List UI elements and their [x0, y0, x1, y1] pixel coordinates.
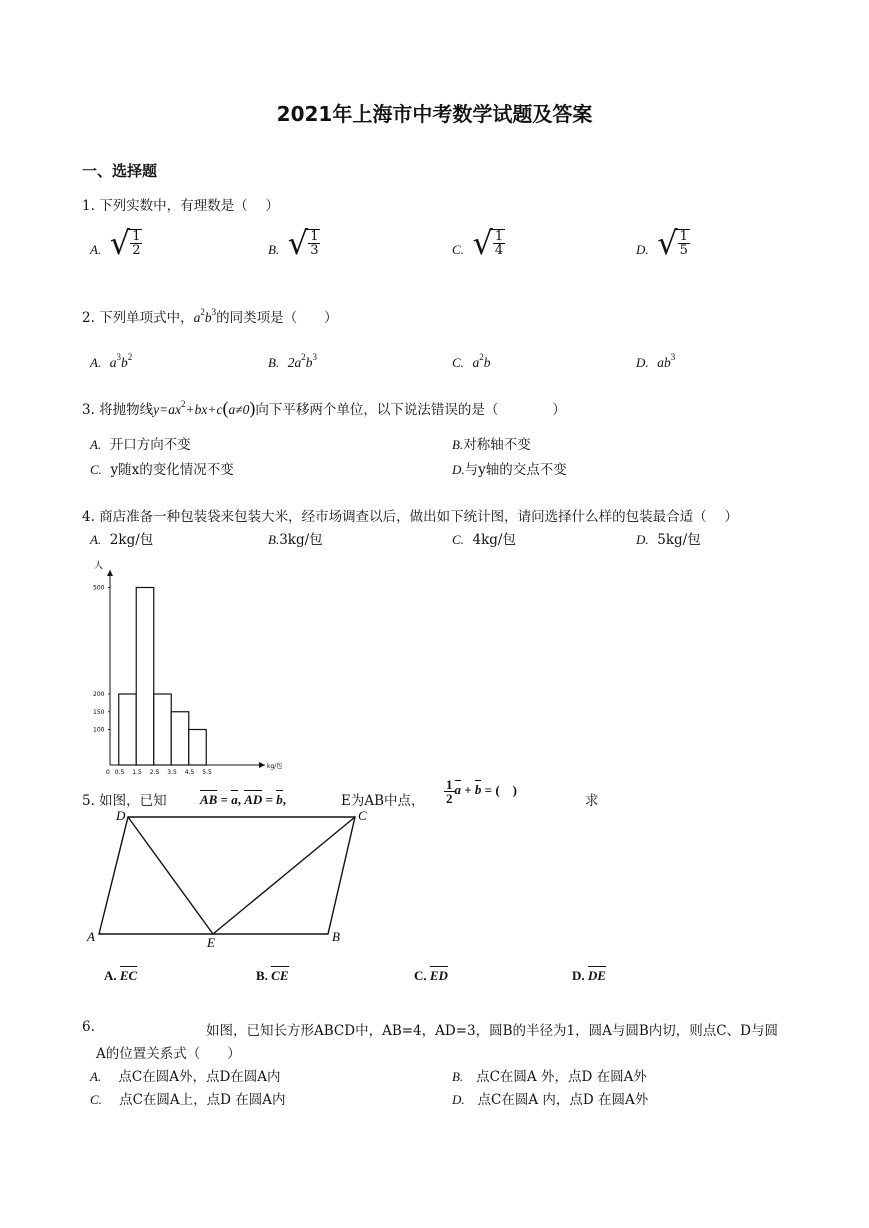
- q1-option-c[interactable]: C. √ $\frac{1}{4}$: [452, 224, 504, 262]
- x-tick-label: 1.5: [132, 769, 142, 775]
- q5-option-a[interactable]: A. EC: [104, 968, 138, 983]
- q6-option-d[interactable]: D. 点C在圆A 内，点D 在圆A外: [452, 1092, 649, 1108]
- segment-de: [128, 817, 213, 934]
- q4-option-d[interactable]: D. 5kg/包: [636, 532, 701, 548]
- q2-option-b[interactable]: B. $2a^2b^3$: [268, 352, 318, 370]
- q3-option-c[interactable]: C. y随x的变化情况不变: [90, 462, 234, 478]
- q6-option-c[interactable]: C. 点C在圆A上，点D 在圆A内: [90, 1092, 286, 1108]
- q3-option-d[interactable]: D.与y轴的交点不变: [452, 462, 567, 478]
- histogram-bar: [154, 694, 172, 765]
- point-label-d: D: [116, 808, 126, 823]
- q5-prefix: 5. 如图，已知: [82, 793, 167, 809]
- sqrt-expression: √ $\frac{1}{5}$: [657, 224, 688, 262]
- x-axis-label: kg/包: [267, 763, 283, 770]
- section-heading: 一、选择题: [82, 162, 158, 180]
- histogram-bar: [189, 730, 207, 766]
- q1-stem: 1. 下列实数中，有理数是（ ）: [82, 198, 279, 214]
- q5-option-d[interactable]: D. DE: [572, 968, 606, 983]
- y-axis-label: 人: [94, 561, 104, 571]
- q5-midpoint: E为AB中点，: [341, 793, 425, 809]
- x-tick-label: 0: [106, 769, 110, 775]
- q5-option-b[interactable]: B. CE: [256, 968, 289, 983]
- y-axis-arrow: [107, 570, 113, 576]
- q3-option-b[interactable]: B.对称轴不变: [452, 437, 531, 453]
- histogram-chart: [90, 560, 290, 775]
- q4-stem: 4. 商店准备一种包装袋来包装大米，经市场调查以后，做出如下统计图，请问选择什么样的包装最合适（ ）: [82, 509, 738, 525]
- x-tick-label: 5.5: [202, 769, 212, 775]
- sqrt-expression: √ $\frac{1}{3}$: [287, 224, 319, 262]
- q4-option-a[interactable]: A. 2kg/包: [90, 532, 154, 548]
- q3-stem-prefix: 3. 将抛物线: [82, 402, 154, 418]
- histogram-bar: [119, 694, 137, 765]
- q2-option-c[interactable]: C. $a^2b$: [452, 352, 491, 370]
- segment-ce: [213, 817, 355, 934]
- q5-option-c[interactable]: C. ED: [414, 968, 448, 983]
- x-tick-label: 0.5: [114, 769, 125, 775]
- q3-formula: $y=ax^2+bx+c(a\ne 0)$: [153, 398, 256, 418]
- histogram-bar: [171, 712, 189, 765]
- q4-option-b[interactable]: B.3kg/包: [268, 532, 323, 548]
- point-label-a: A: [87, 929, 95, 944]
- y-tick-label: 500: [93, 584, 105, 592]
- q3-option-a[interactable]: A. 开口方向不变: [90, 437, 191, 453]
- q2-stem: [82, 306, 338, 326]
- q4-option-c[interactable]: C. 4kg/包: [452, 532, 516, 548]
- y-tick-label: 200: [93, 691, 105, 698]
- q2-option-c-expr: $a^2b$: [472, 352, 491, 370]
- q2-option-d[interactable]: D. $ab^3$: [636, 352, 676, 370]
- y-tick-label: 100: [93, 726, 105, 734]
- q1-option-a[interactable]: A. √ $\frac{1}{2}$: [90, 224, 141, 262]
- q2-option-a[interactable]: A. $a^3b^2$: [90, 352, 133, 370]
- x-tick-label: 2.5: [149, 769, 160, 775]
- x-tick-label: 3.5: [167, 769, 177, 775]
- q1-option-d[interactable]: D. √ $\frac{1}{5}$: [636, 224, 688, 262]
- q2-stem-prefix: 2. 下列单项式中，: [82, 310, 194, 326]
- page-title: 2021年上海市中考数学试题及答案: [276, 102, 593, 126]
- q1-option-b[interactable]: B. √ $\frac{1}{3}$: [268, 224, 319, 262]
- point-label-e: E: [207, 935, 215, 950]
- y-tick-label: 150: [93, 708, 105, 716]
- q6-option-b[interactable]: B. 点C在圆A 外，点D 在圆A外: [452, 1069, 647, 1085]
- point-label-c: C: [358, 808, 367, 823]
- q6-stem-line2: A的位置关系式（ ）: [96, 1046, 241, 1062]
- q2-stem-suffix: 的同类项是（ ）: [216, 310, 338, 326]
- q6-number: 6.: [82, 1019, 95, 1035]
- q6-option-a[interactable]: A. 点C在圆A外，点D在圆A内: [90, 1069, 281, 1085]
- q2-monomial: $a^2b^3$: [193, 307, 217, 325]
- parallelogram-abcd: [99, 817, 355, 934]
- x-axis-arrow: [259, 762, 265, 768]
- q6-stem-line1: 如图，已知长方形ABCD中，AB=4，AD=3，圆B的半径为1，圆A与圆B内切，则点C、D与圆: [206, 1023, 778, 1039]
- q5-ask-expression: $\frac{1}{2}$ a + b = ( ): [446, 777, 517, 806]
- q3-stem: [82, 398, 566, 419]
- histogram-bar: [136, 588, 154, 766]
- point-label-b: B: [332, 929, 340, 944]
- x-tick-label: 4.5: [184, 769, 195, 775]
- parallelogram-figure: [82, 805, 382, 950]
- q2-option-b-expr: $2a^2b^3$: [287, 352, 318, 370]
- q2-option-d-expr: $ab^3$: [657, 352, 676, 370]
- q5-suffix: 求: [585, 793, 599, 809]
- q3-stem-suffix: 向下平移两个单位，以下说法错误的是（ ）: [255, 402, 566, 418]
- sqrt-expression: √ $\frac{1}{4}$: [472, 224, 504, 262]
- q5-given-vectors: AB = a, AD = b,: [200, 792, 286, 807]
- sqrt-expression: √ $\frac{1}{2}$: [109, 224, 141, 262]
- q2-option-a-expr: $a^3b^2$: [109, 352, 133, 370]
